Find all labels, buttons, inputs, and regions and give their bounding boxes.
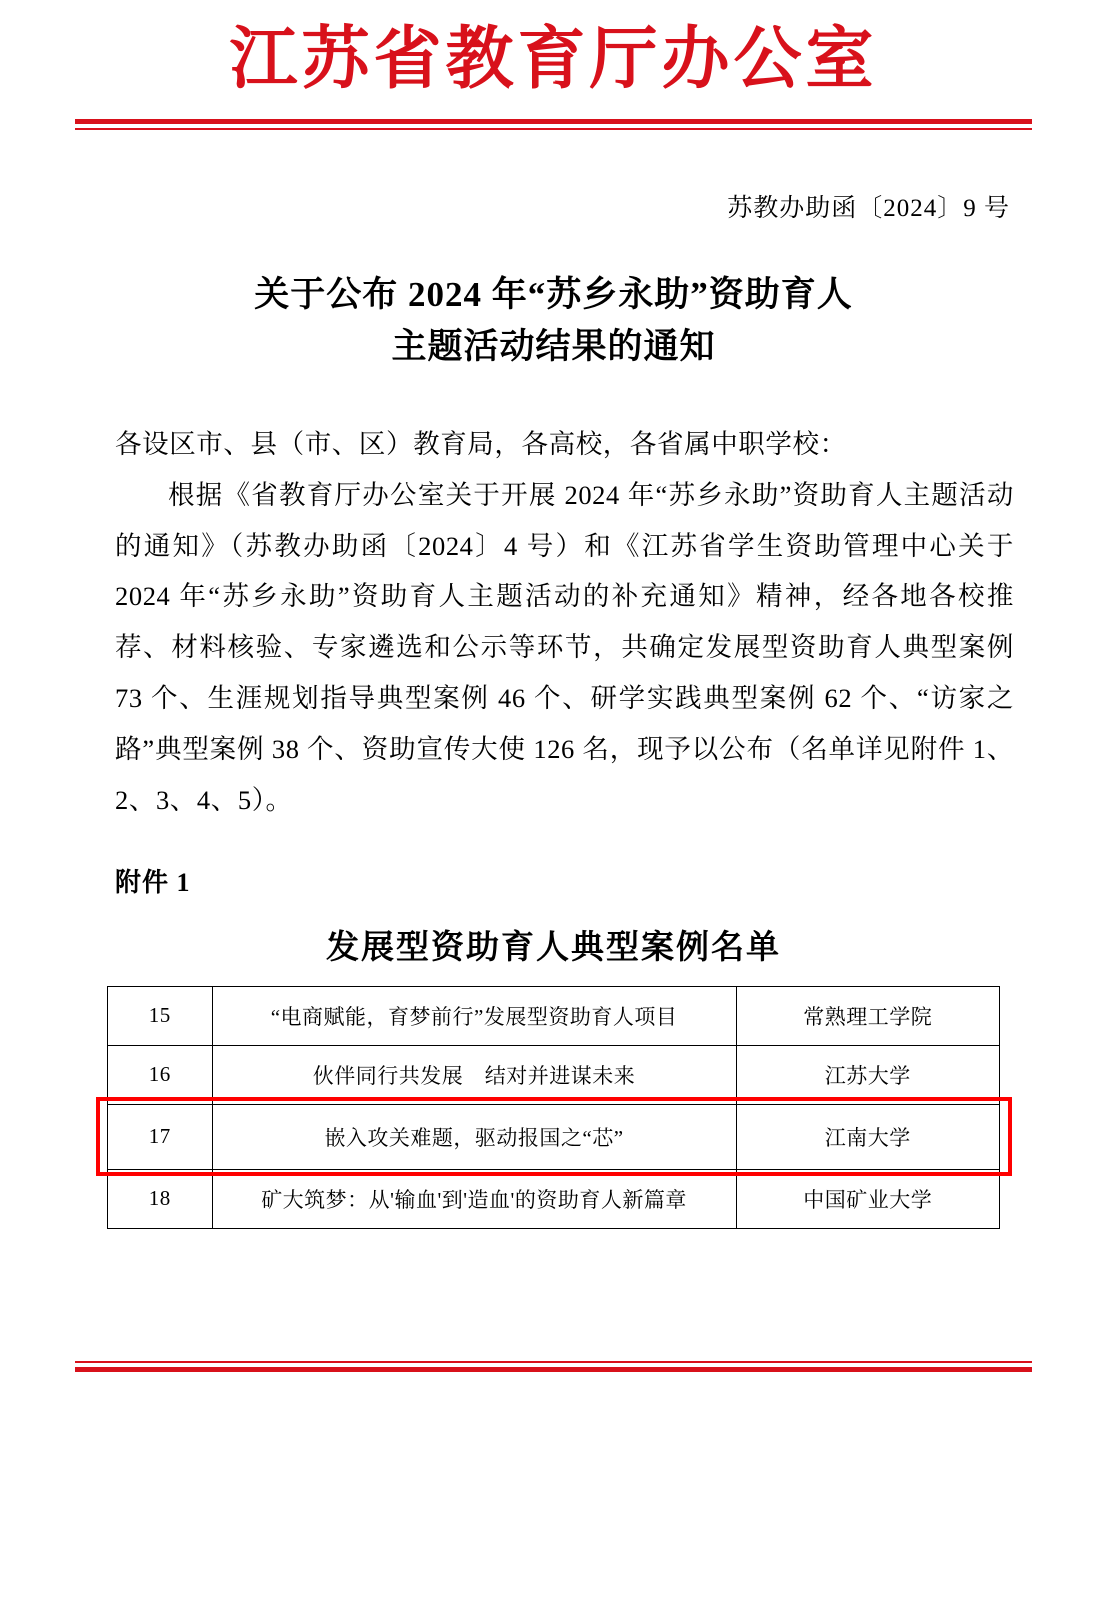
- footer-rules: [75, 1361, 1032, 1372]
- footer-rule-thick: [75, 1367, 1032, 1372]
- row-index: 18: [108, 1169, 213, 1228]
- document-body: [75, 374, 1032, 826]
- row-case-name: “电商赋能，育梦前行”发展型资助育人项目: [212, 986, 736, 1045]
- attachment-label: 附件 1: [115, 867, 191, 897]
- row-school: 常熟理工学院: [736, 986, 1000, 1045]
- row-case-name: 伙伴同行共发展 结对并进谋未来: [212, 1045, 736, 1104]
- page-title: [75, 224, 1032, 374]
- attachment-table-wrap: [75, 968, 1032, 1229]
- table-row: [108, 1169, 1000, 1228]
- attachment-title: 发展型资助育人典型案例名单: [326, 929, 781, 966]
- salutation: 各设区市、县（市、区）教育局，各高校，各省属中职学校：: [115, 428, 847, 459]
- table-row: [108, 986, 1000, 1045]
- document-number: 苏教办助函〔2024〕9 号: [727, 194, 1010, 222]
- page-title-line2: 主题活动结果的通知: [391, 327, 716, 367]
- row-index: 16: [108, 1045, 213, 1104]
- row-index: 17: [108, 1104, 213, 1169]
- table-row-highlighted: [108, 1104, 1000, 1169]
- table-body: [108, 986, 1000, 1228]
- row-school: 中国矿业大学: [736, 1169, 1000, 1228]
- masthead-rule-thick: [75, 119, 1032, 124]
- page-title-line1: 关于公布 2024 年“苏乡永助”资助育人: [254, 274, 853, 314]
- case-list-table: [107, 986, 1000, 1229]
- body-paragraph-1: 根据《省教育厅办公室关于开展 2024 年“苏乡永助”资助育人主题活动的通知》（苏教办助函〔2024〕4 号）和《江苏省学生资助管理中心关于 2024 年“苏乡永助”资助育人主题活动的补充通知》精神，经各地各校推荐、材料核验、专家遴选和公示等环节，共确定发展型资助育人典型案例 73 个、生涯规划指导典型案例 46 个、研学实践典型案例 62 个、“访家之路”典型案例 38 个、资助宣传大使 126 名，现予以公布（名单详见附件 1、2、3、4、5）。: [115, 479, 1014, 815]
- footer-rule-thin: [75, 1361, 1032, 1363]
- table-row: [108, 1045, 1000, 1104]
- row-case-name: 嵌入攻关难题，驱动报国之“芯”: [212, 1104, 736, 1169]
- masthead-title: 江苏省教育厅办公室: [229, 19, 878, 99]
- row-case-name: 矿大筑梦：从'输血'到'造血'的资助育人新篇章: [212, 1169, 736, 1228]
- row-school: 江苏大学: [736, 1045, 1000, 1104]
- masthead: [75, 0, 1032, 130]
- row-school: 江南大学: [736, 1104, 1000, 1169]
- row-index: 15: [108, 986, 213, 1045]
